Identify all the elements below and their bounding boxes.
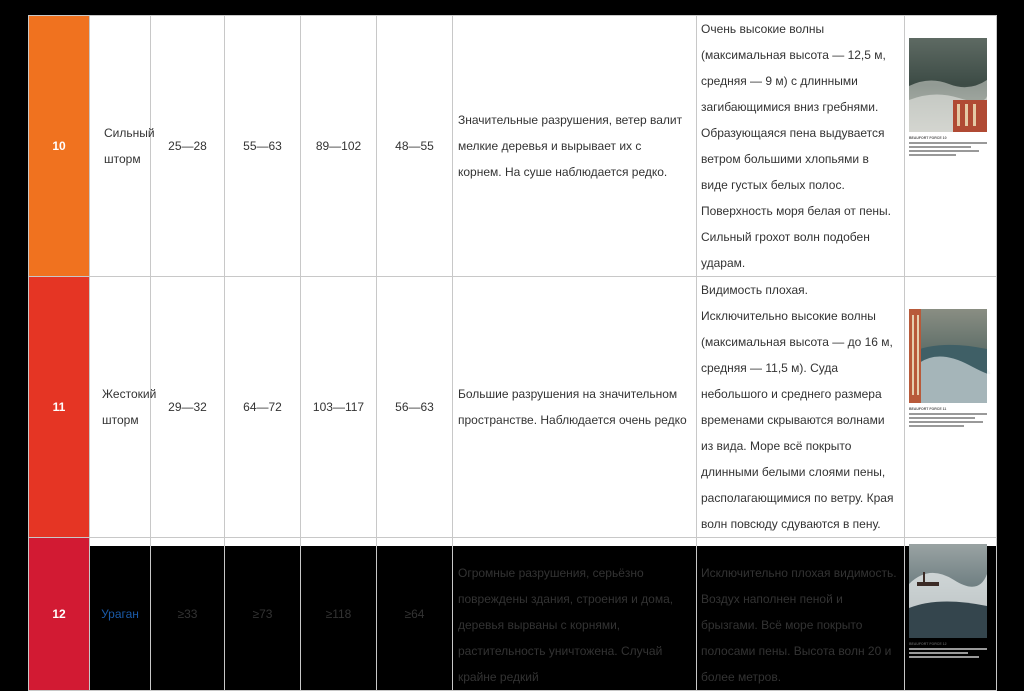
land-effect-cell: Значительные разрушения, ветер валит мелкие деревья и вырывает их с корнем. На суше наблюдается редко.: [453, 16, 697, 277]
ship-in-storm-photo-icon: [909, 309, 987, 403]
force-cell: 10: [29, 16, 90, 277]
sea-state-cell: Видимость плохая. Исключительно высокие волны (максимальная высота — до 16 м, средняя — 11,5 м). Суда небольшого и среднего размера временами скрываются волнами из вида. Море всё покрыто длинными белыми слоями пены, располагающимися по ветру. Края волн повсюду сдуваются в пену.: [697, 277, 905, 538]
pressure-cell: ≥64: [377, 538, 453, 691]
sea-state-cell: Исключительно плохая видимость. Воздух наполнен пеной и брызгами. Всё море покрыто полосами пены. Высота волн 20 и более метров.: [697, 538, 905, 691]
photo-cell: [905, 16, 997, 277]
table-row: [29, 538, 997, 691]
land-effect-cell: Большие разрушения на значительном пространстве. Наблюдается очень редко: [453, 277, 697, 538]
photo-caption: BEAUFORT FORCE 11: [909, 407, 987, 427]
photo-cell: [905, 538, 997, 691]
sea-state-cell: Очень высокие волны (максимальная высота — 12,5 м, средняя — 9 м) с длинными загибающимися вниз гребнями. Образующаяся пена выдувается ветром большими хлопьями в виде густых белых полос. Поверхность моря белая от пены. Сильный грохот волн подобен ударам.: [697, 16, 905, 277]
knots-cell: 25—28: [151, 16, 225, 277]
speed-kmh-cell: 103—117: [301, 277, 377, 538]
land-effect-cell: Огромные разрушения, серьёзно повреждены здания, строения и дома, деревья вырваны с корнями, растительность уничтожена. Случай крайне редкий: [453, 538, 697, 691]
wind-name-cell: Жестокий шторм: [90, 277, 151, 538]
speed-ms-cell: ≥73: [225, 538, 301, 691]
wind-name-cell: Сильный шторм: [90, 16, 151, 277]
pressure-cell: 56—63: [377, 277, 453, 538]
photo-caption: BEAUFORT FORCE 12: [909, 642, 987, 658]
speed-kmh-cell: 89—102: [301, 16, 377, 277]
photo-cell: [905, 277, 997, 538]
speed-kmh-cell: ≥118: [301, 538, 377, 691]
beaufort-scale-table: [28, 15, 997, 691]
pressure-cell: 48—55: [377, 16, 453, 277]
speed-ms-cell: 55—63: [225, 16, 301, 277]
force-cell: 11: [29, 277, 90, 538]
hurricane-sea-photo-icon: [909, 544, 987, 638]
stormy-sea-photo-icon: [909, 38, 987, 132]
wind-name-link[interactable]: Ураган: [90, 538, 151, 691]
beaufort-scale-table-frame: [28, 15, 996, 684]
force-cell: 12: [29, 538, 90, 691]
table-row: [29, 277, 997, 538]
photo-caption: BEAUFORT FORCE 10: [909, 136, 987, 156]
knots-cell: 29—32: [151, 277, 225, 538]
speed-ms-cell: 64—72: [225, 277, 301, 538]
knots-cell: ≥33: [151, 538, 225, 691]
table-row: [29, 16, 997, 277]
